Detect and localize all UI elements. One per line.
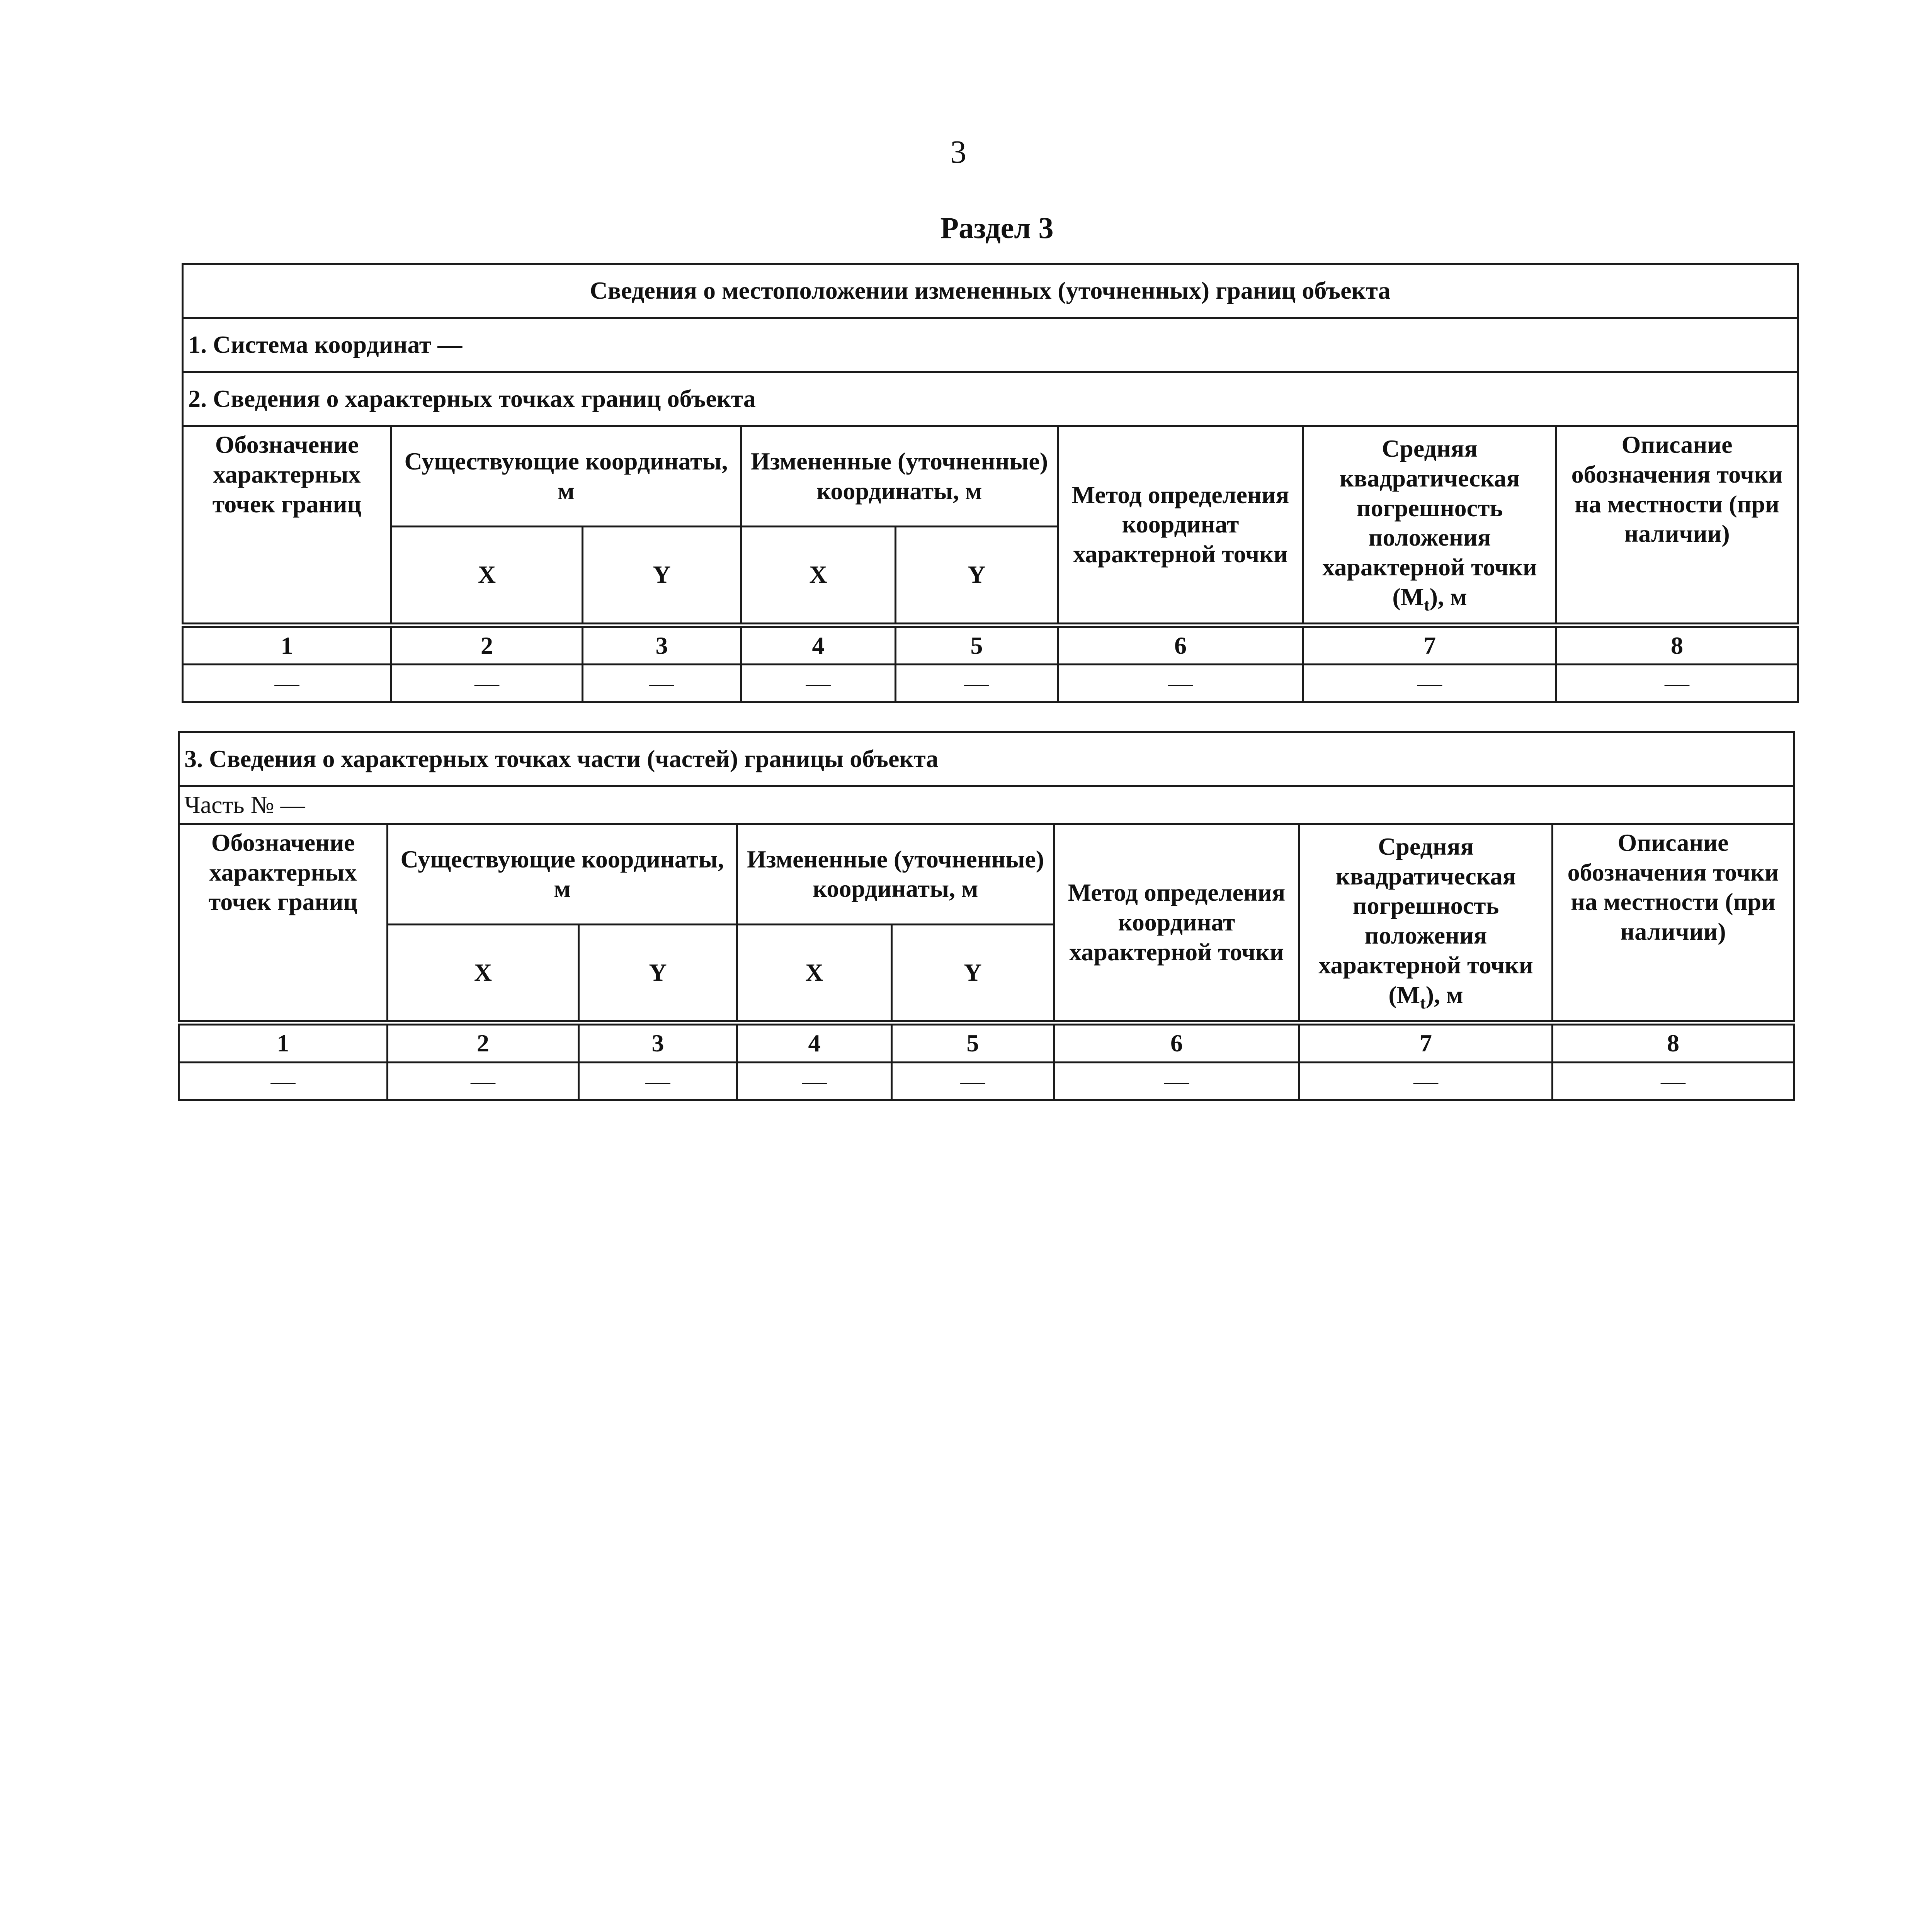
header-y-changed: Y [892, 924, 1054, 1023]
header-mean-error-sub: t [1424, 595, 1430, 614]
table-cell: — [1058, 665, 1303, 702]
column-number: 7 [1303, 625, 1556, 665]
header-changed-coordinates: Измененные (уточненные) координаты, м [737, 824, 1054, 924]
header-description: Описание обозначения точки на местности (при наличии) [1553, 824, 1794, 1023]
header-mean-error-text: Средняя квадратическая погрешность положения характерной точки (M [1322, 434, 1537, 611]
table-cell: — [737, 1063, 892, 1100]
header-designation: Обозначение характерных точек границ [179, 824, 388, 1023]
table-cell: — [183, 665, 391, 702]
header-mean-error-sub: t [1420, 993, 1426, 1012]
column-number: 3 [579, 1023, 737, 1062]
column-number: 7 [1299, 1023, 1553, 1062]
header-mean-error [1303, 426, 1556, 625]
column-number: 5 [892, 1023, 1054, 1062]
part-number: Часть № — [179, 786, 1794, 824]
column-number: 4 [737, 1023, 892, 1062]
header-y-existing: Y [579, 924, 737, 1023]
header-method: Метод определения координат характерной точки [1054, 824, 1299, 1023]
header-mean-error [1299, 824, 1553, 1023]
column-number: 8 [1556, 625, 1798, 665]
column-number: 4 [741, 625, 896, 665]
table-cell: — [179, 1063, 388, 1100]
column-number: 6 [1054, 1023, 1299, 1062]
boundary-table [182, 263, 1799, 703]
part-boundary-table [178, 731, 1795, 1101]
header-mean-error-unit: ), м [1425, 981, 1463, 1009]
column-number: 1 [179, 1023, 388, 1062]
part-points-heading: 3. Сведения о характерных точках части (частей) границы объекта [179, 732, 1794, 786]
section-title: Раздел 3 [940, 211, 1054, 245]
table-cell: — [1054, 1063, 1299, 1100]
header-mean-error-text: Средняя квадратическая погрешность положения характерной точки (M [1318, 832, 1533, 1009]
table-cell: — [1553, 1063, 1794, 1100]
header-x-changed: X [737, 924, 892, 1023]
table-cell: — [741, 665, 896, 702]
header-y-existing: Y [583, 527, 741, 625]
table-cell: — [391, 665, 583, 702]
column-number: 3 [583, 625, 741, 665]
header-mean-error-unit: ), м [1429, 583, 1467, 611]
coordinate-system: 1. Система координат — [183, 318, 1798, 372]
table-cell: — [388, 1063, 579, 1100]
page-number: 3 [950, 134, 966, 170]
header-changed-coordinates: Измененные (уточненные) координаты, м [741, 426, 1058, 527]
column-number: 5 [896, 625, 1058, 665]
points-heading: 2. Сведения о характерных точках границ объекта [183, 372, 1798, 426]
table-cell: — [1556, 665, 1798, 702]
header-x-existing: X [388, 924, 579, 1023]
header-x-existing: X [391, 527, 583, 625]
table-cell: — [896, 665, 1058, 702]
column-number: 2 [391, 625, 583, 665]
table-cell: — [1303, 665, 1556, 702]
header-designation: Обозначение характерных точек границ [183, 426, 391, 625]
table-title: Сведения о местоположении измененных (уточненных) границ объекта [183, 264, 1798, 318]
table-cell: — [892, 1063, 1054, 1100]
table-cell: — [579, 1063, 737, 1100]
header-description: Описание обозначения точки на местности (при наличии) [1556, 426, 1798, 625]
header-x-changed: X [741, 527, 896, 625]
header-existing-coordinates: Существующие координаты, м [391, 426, 741, 527]
column-number: 1 [183, 625, 391, 665]
header-method: Метод определения координат характерной точки [1058, 426, 1303, 625]
table-cell: — [1299, 1063, 1553, 1100]
column-number: 8 [1553, 1023, 1794, 1062]
header-y-changed: Y [896, 527, 1058, 625]
table-cell: — [583, 665, 741, 702]
column-number: 2 [388, 1023, 579, 1062]
column-number: 6 [1058, 625, 1303, 665]
header-existing-coordinates: Существующие координаты, м [388, 824, 737, 924]
